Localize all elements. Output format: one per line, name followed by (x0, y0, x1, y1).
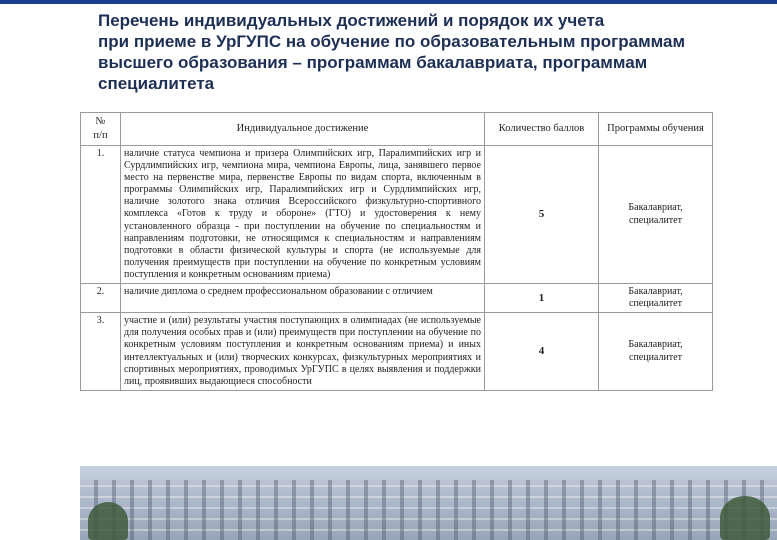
header-achievement: Индивидуальное достижение (121, 113, 485, 146)
header-programs: Программы обучения (599, 113, 713, 146)
table-header-row (81, 113, 713, 146)
row-points: 1 (485, 284, 599, 313)
row-achievement: участие и (или) результаты участия поступающих в олимпиадах (не используемые для получения особых прав и (или) преимуществ при поступлении на обучение по конкретным условиям поступления и конкретным основаниям приема) и иных интеллектуальных и (или) творческих конкурсах, физкультурных мероприятиях и спортивных мероприятиях, проводимых УрГУПС в целях выявления и поддержки лиц, проявивших выдающиеся способности (121, 313, 485, 391)
tree-shape (720, 496, 770, 540)
table-row (81, 284, 713, 313)
building-facade (80, 480, 777, 540)
title-line: Перечень индивидуальных достижений и порядок их учета (98, 11, 605, 30)
row-num: 2. (81, 284, 121, 313)
row-points: 4 (485, 313, 599, 391)
title-line: специалитета (98, 74, 215, 93)
table-row (81, 146, 713, 284)
title-line: при приеме в УрГУПС на обучение по образовательным программам (98, 32, 686, 51)
row-programs: Бакалавриат, специалитет (599, 313, 713, 391)
top-accent-bar (0, 0, 777, 4)
row-programs: Бакалавриат, специалитет (599, 284, 713, 313)
header-num: № п/п (81, 113, 121, 146)
row-achievement: наличие статуса чемпиона и призера Олимпийских игр, Паралимпийских игр и Сурдлимпийских игр, чемпиона мира, чемпиона Европы, лица, занявшего первое место на первенстве мира, первенстве Европы по видам спорта, включенным в программы Олимпийских игр, Паралимпийских игр и Сурдлимпийских игр, наличие золотого знака отличия Всероссийского физкультурно-спортивного комплекса «Готов к труду и обороне» (ГТО) и удостоверения к нему установленного образца - при поступлении на обучение по специальностям и направлениям подготовки, не относящимся к специальностям и направлениям подготовки в области физической культуры и спорта (не используемые для получения преимуществ при поступлении на обучение по конкретным условиям поступления и конкретным основаниям приема) (121, 146, 485, 284)
row-achievement: наличие диплома о среднем профессиональном образовании с отличием (121, 284, 485, 313)
header-points: Количество баллов (485, 113, 599, 146)
achievements-table (80, 112, 713, 391)
table-row (81, 313, 713, 391)
row-num: 3. (81, 313, 121, 391)
tree-shape (88, 502, 128, 540)
page-title (98, 10, 738, 94)
row-programs: Бакалавриат, специалитет (599, 146, 713, 284)
background-building-photo (80, 466, 777, 540)
row-points: 5 (485, 146, 599, 284)
title-line: высшего образования – программам бакалавриата, программам (98, 53, 648, 72)
row-num: 1. (81, 146, 121, 284)
